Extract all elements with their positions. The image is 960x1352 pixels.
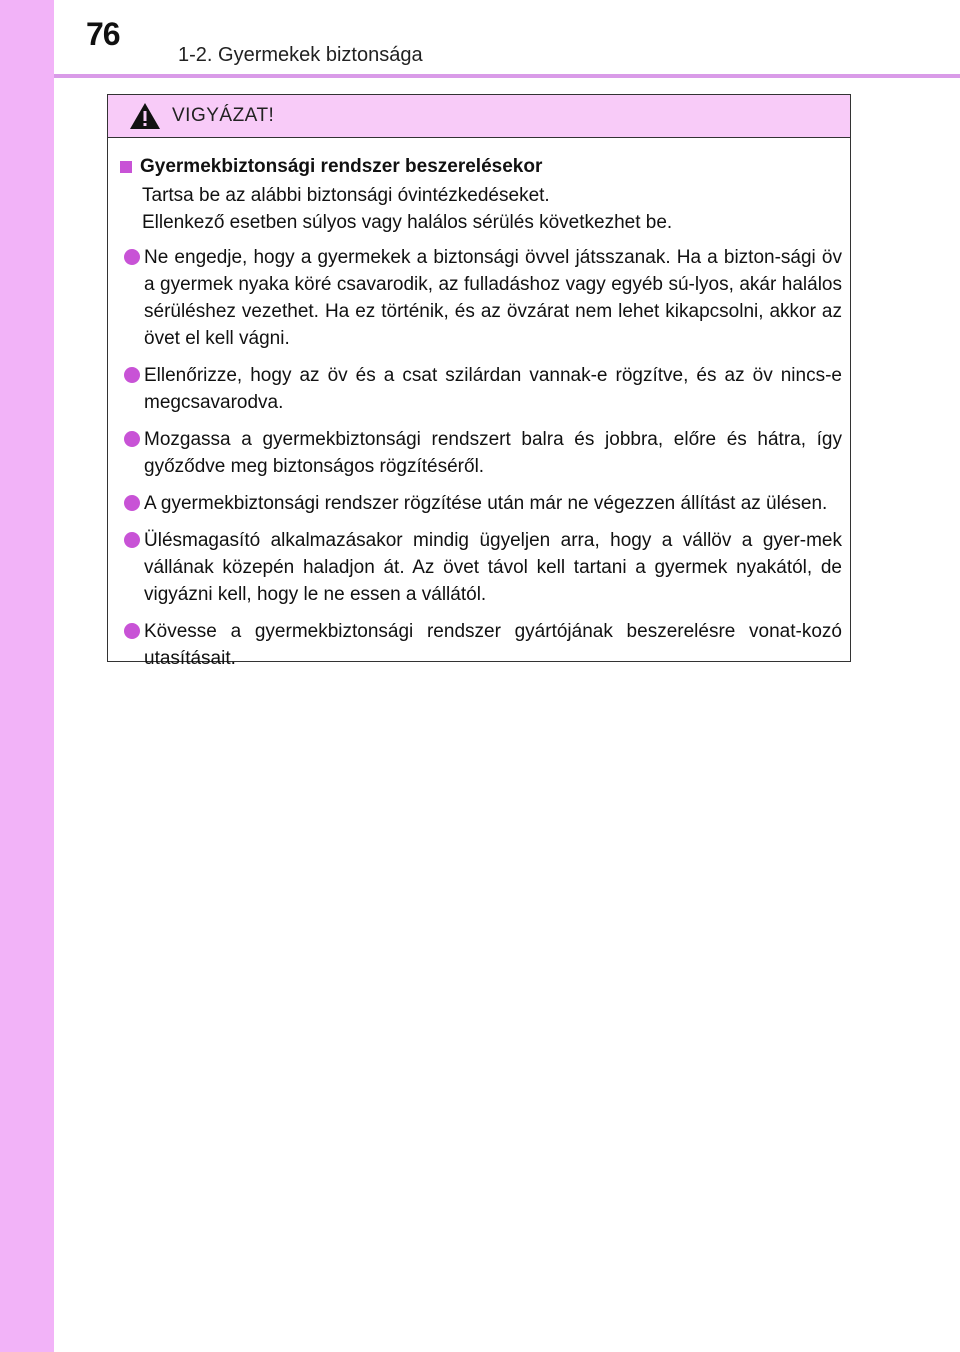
intro-line: Ellenkező esetben súlyos vagy halálos sérülés következhet be. [142, 212, 673, 233]
square-icon [120, 161, 132, 173]
warning-body [108, 138, 850, 672]
page-number: 76 [86, 16, 120, 52]
warning-triangle-icon [128, 101, 162, 131]
list-item [120, 490, 842, 517]
circle-bullet-icon [124, 532, 140, 548]
intro-text [142, 182, 842, 236]
bullet-text: Mozgassa a gyermekbiztonsági rendszert balra és jobbra, előre és hátra, így győződve meg biztonságos rögzítéséről. [144, 429, 842, 477]
bullet-text: A gyermekbiztonsági rendszer rögzítése után már ne végezzen állítást az ülésen. [144, 493, 828, 514]
circle-bullet-icon [124, 495, 140, 511]
warning-box [107, 94, 851, 669]
section-title: 1-2. Gyermekek biztonsága [178, 44, 423, 66]
list-item [120, 244, 842, 352]
circle-bullet-icon [124, 431, 140, 447]
subheading-text: Gyermekbiztonsági rendszer beszerelésekor [140, 156, 543, 177]
list-item [120, 527, 842, 608]
circle-bullet-icon [124, 367, 140, 383]
bullet-text: Ne engedje, hogy a gyermekek a biztonsági övvel játsszanak. Ha a bizton-sági öv a gyermek nyaka köré csavarodik, az fulladáshoz vagy egyéb sú-lyos, akár halálos sérüléshez vezethet. Ha ez történik, és az övzárat nem lehet kikapcsolni, akkor az övet el kell vágni. [144, 247, 842, 349]
list-item [120, 362, 842, 416]
circle-bullet-icon [124, 249, 140, 265]
bullet-text: Kövesse a gyermekbiztonsági rendszer gyártójának beszerelésre vonat-kozó utasításait. [144, 621, 842, 669]
list-item [120, 426, 842, 480]
side-band [0, 0, 54, 1352]
intro-line: Tartsa be az alábbi biztonsági óvintézkedéseket. [142, 185, 550, 206]
header-rule [54, 74, 960, 78]
list-item [120, 618, 842, 672]
bullet-list [120, 244, 842, 672]
warning-subheading [120, 154, 842, 180]
circle-bullet-icon [124, 623, 140, 639]
bullet-text: Ellenőrizze, hogy az öv és a csat szilárdan vannak-e rögzítve, és az öv nincs-e megcsavarodva. [144, 365, 842, 413]
bullet-text: Ülésmagasító alkalmazásakor mindig ügyeljen arra, hogy a vállöv a gyer-mek vállának közepén haladjon át. Az övet távol kell tartani a gyermek nyakától, de vigyázni kell, hogy le ne essen a vállától. [144, 530, 842, 605]
warning-title: VIGYÁZAT! [172, 105, 275, 126]
warning-header [108, 95, 850, 138]
